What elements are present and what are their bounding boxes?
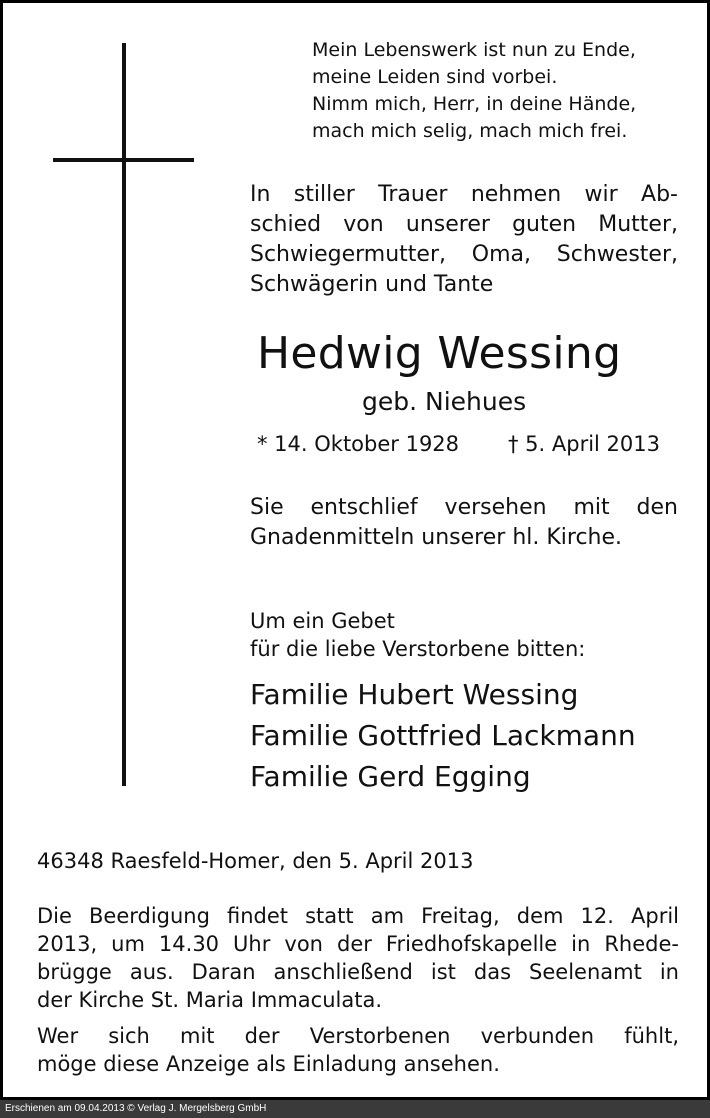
- invite-line: möge diese Anzeige als Einladung ansehen.: [37, 1052, 500, 1076]
- prayer-line: Um ein Gebet: [250, 609, 395, 633]
- poem-line: mach mich selig, mach mich frei.: [312, 120, 628, 142]
- prayer-request: [250, 607, 585, 663]
- passing-note: [250, 493, 678, 553]
- deceased-name: Hedwig Wessing: [257, 328, 622, 379]
- intro-line: Schwägerin und Tante: [250, 272, 494, 297]
- family-list: [250, 674, 636, 797]
- intro-line: Schwiegermutter, Oma, Schwester,: [250, 242, 678, 267]
- family-item: Familie Hubert Wessing: [250, 678, 579, 711]
- invite-line: Wer sich mit der Verstorbenen verbunden fühlt,: [37, 1024, 679, 1048]
- prayer-line: für die liebe Verstorbene bitten:: [250, 637, 586, 661]
- cross-icon-vertical-bar: [122, 43, 126, 786]
- mourning-intro: [250, 180, 678, 300]
- poem-line: Mein Lebenswerk ist nun zu Ende,: [312, 39, 636, 61]
- birth-date: * 14. Oktober 1928: [257, 432, 460, 456]
- family-item: Familie Gerd Egging: [250, 760, 531, 793]
- passing-line: Sie entschlief versehen mit den: [250, 495, 678, 520]
- publication-footer: Erschienen am 09.04.2013 © Verlag J. Mergelsberg GmbH: [0, 1100, 710, 1118]
- funeral-info: [37, 902, 679, 1014]
- poem-line: meine Leiden sind vorbei.: [312, 66, 558, 88]
- passing-line: Gnadenmitteln unserer hl. Kirche.: [250, 525, 623, 550]
- invitation-note: [37, 1022, 679, 1078]
- funeral-line: Die Beerdigung findet statt am Freitag, dem 12. April: [37, 904, 679, 928]
- poem: [312, 37, 636, 145]
- maiden-name: geb. Niehues: [362, 387, 527, 416]
- cross-icon-horizontal-bar: [53, 158, 194, 162]
- family-item: Familie Gottfried Lackmann: [250, 719, 636, 752]
- intro-line: In stiller Trauer nehmen wir Ab-: [250, 182, 678, 207]
- funeral-line: brügge aus. Daran anschließend ist das Seelenamt in: [37, 960, 679, 984]
- intro-line: schied von unserer guten Mutter,: [250, 212, 678, 237]
- funeral-line: 2013, um 14.30 Uhr von der Friedhofskapelle in Rhede-: [37, 932, 679, 956]
- funeral-line: der Kirche St. Maria Immaculata.: [37, 988, 383, 1012]
- place-date: 46348 Raesfeld-Homer, den 5. April 2013: [37, 849, 474, 873]
- death-date: † 5. April 2013: [508, 432, 661, 456]
- poem-line: Nimm mich, Herr, in deine Hände,: [312, 93, 637, 115]
